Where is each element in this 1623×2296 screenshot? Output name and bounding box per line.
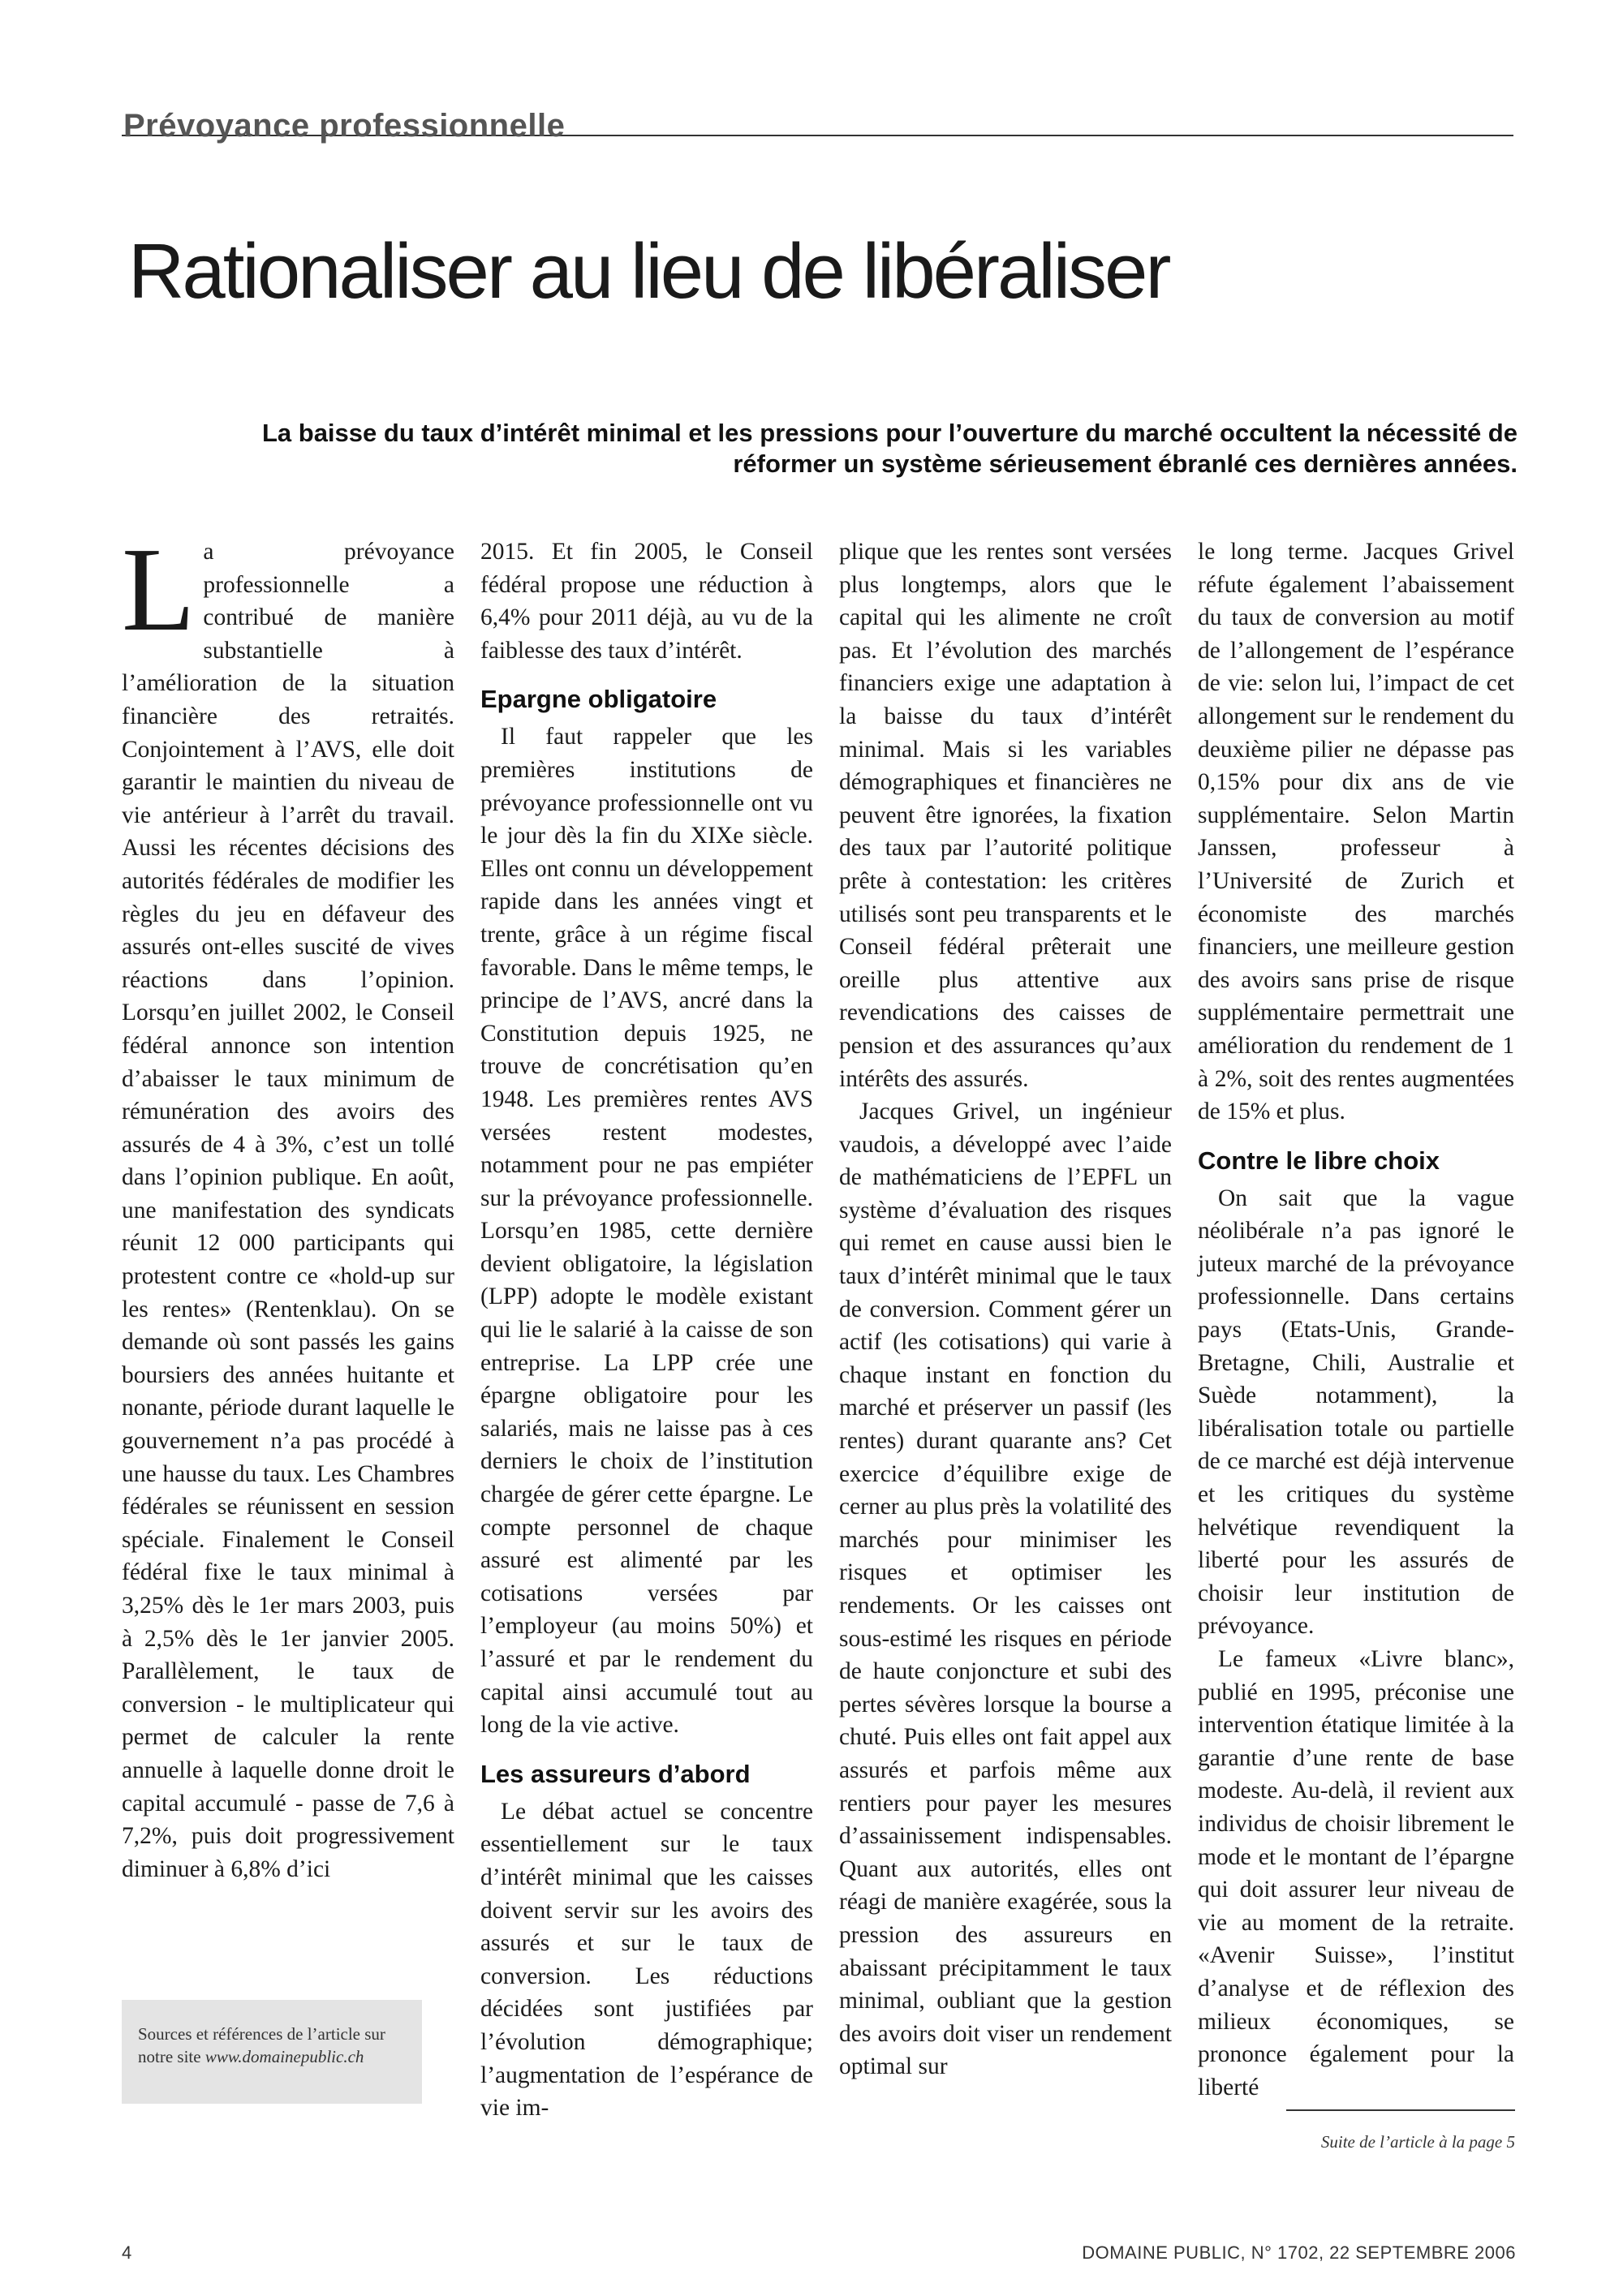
article-title: Rationaliser au lieu de libéraliser bbox=[128, 228, 1169, 315]
column-4 bbox=[1198, 535, 1514, 2104]
page-number: 4 bbox=[122, 2242, 132, 2263]
subheading-assureurs: Les assureurs d’abord bbox=[480, 1759, 751, 1788]
section-title: Prévoyance professionnelle bbox=[123, 108, 566, 144]
subheading-epargne: Epargne obligatoire bbox=[480, 685, 717, 714]
publication-footer: DOMAINE PUBLIC, N° 1702, 22 SEPTEMBRE 2006 bbox=[1082, 2242, 1516, 2263]
subheading-libre-choix: Contre le libre choix bbox=[1198, 1146, 1440, 1175]
sources-box bbox=[122, 2000, 422, 2104]
sources-link[interactable]: www.domainepublic.ch bbox=[204, 2047, 364, 2066]
continuation-rule bbox=[1286, 2109, 1515, 2111]
section-header bbox=[122, 99, 1513, 144]
column-1 bbox=[122, 523, 454, 1885]
dropcap: L bbox=[122, 523, 196, 656]
paragraph: plique que les rentes sont versées plus longtemps, alors que le capital qui les alimente ne croît pas. Et l’évolution des marchés financiers exige une adaptation à la baisse du taux d’intérêt minimal. Mais si les variables démographiques et financières ne peuvent être ignorées, la fixation des taux par l’autorité politique prête à contestation: les critères utilisés sont peu transparents et le Conseil fédéral prêterait une oreille plus attentive aux revendications des caisses de pension et des assurances qu’aux intérêts des assurés. bbox=[839, 539, 1172, 1092]
column-3 bbox=[839, 535, 1172, 2083]
paragraph: Il faut rappeler que les premières institutions de prévoyance professionnelle ont vu le jour dès la fin du XIXe siècle. Elles ont connu un développement rapide dans les années vingt et trente, grâce à un régime fiscal favorable. Dans le même temps, le principe de l’AVS, ancré dans la Constitution depuis 1925, ne trouve de concrétisation qu’en 1948. Les premières rentes AVS versées restent modestes, notamment pour ne pas empiéter sur la prévoyance professionnelle. Lorsqu’en 1985, cette dernière devient obligatoire, la législation (LPP) adopte le modèle existant qui lie le salarié à la caisse de son entreprise. La LPP crée une épargne obligatoire pour les salariés, mais ne laisse pas à ces derniers le choix de l’institution chargée de gérer cette épargne. Le compte personnel de chaque assuré est alimenté par les cotisations versées par l’employeur (au moins 50%) et l’assuré et par le rendement du capital ainsi accumulé tout au long de la vie active. bbox=[480, 724, 813, 1739]
paragraph: On sait que la vague néolibérale n’a pas ignoré le juteux marché de la prévoyance professionnelle. Dans certains pays (Etats-Unis, Grande-Bretagne, Chili, Australie et Suède notamment), la libéralisation totale ou partielle de ce marché est déjà intervenue et les critiques du système helvétique revendiquent la liberté pour les assurés de choisir leur institution de prévoyance. bbox=[1198, 1185, 1514, 1640]
article-lead: La baisse du taux d’intérêt minimal et les pressions pour l’ouverture du marché occultent la nécessité de réformer un système sérieusement ébranlé ces dernières années. bbox=[261, 419, 1518, 478]
paragraph: 2015. Et fin 2005, le Conseil fédéral propose une réduction à 6,4% pour 2011 déjà, au vu de la faiblesse des taux d’intérêt. bbox=[480, 539, 813, 664]
paragraph: Le fameux «Livre blanc», publié en 1995, préconise une intervention étatique limitée à la garantie d’une rente de base modeste. Au-delà, il revient aux individus de choisir librement le mode et le montant de l’épargne qui doit assurer leur niveau de vie au moment de la retraite. «Avenir Suisse», l’institut d’analyse et de réflexion des milieux économiques, se prononce également pour la liberté bbox=[1198, 1646, 1514, 2100]
paragraph: a prévoyance professionnelle a contribué de manière substantielle à l’amélioration de la situation financière des retraités. Conjointement à l’AVS, elle doit garantir le maintien du niveau de vie antérieur à l’arrêt du travail. Aussi les récentes décisions des autorités fédérales de modifier les règles du jeu en défaveur des assurés ont-elles suscité de vives réactions dans l’opinion. Lorsqu’en juillet 2002, le Conseil fédéral annonce son intention d’abaisser le taux minimum de rémunération des avoirs des assurés de 4 à 3%, c’est un tollé dans l’opinion publique. En août, une manifestation des syndicats réunit 12 000 participants qui protestent contre ce «hold-up sur les rentes» (Rentenklau). On se demande où sont passés les gains boursiers des années huitante et nonante, période durant laquelle le gouvernement n’a pas procédé à une hausse du taux. Les Chambres fédérales se réunissent en session spéciale. Finalement le Conseil fédéral fixe le taux minimal à 3,25% dès le 1er mars 2003, puis à 2,5% dès le 1er janvier 2005. Parallèlement, le taux de conversion - le multiplicateur qui permet de calculer la rente annuelle à laquelle donne droit le capital accumulé - passe de 7,6 à 7,2%, puis doit progressivement diminuer à 6,8% d’ici bbox=[122, 539, 454, 1882]
paragraph: le long terme. Jacques Grivel réfute également l’abaissement du taux de conversion au motif de l’allongement de l’espérance de vie: selon lui, l’impact de cet allongement sur le rendement du deuxième pilier ne dépasse pas 0,15% pour dix ans de vie supplémentaire. Selon Martin Janssen, professeur à l’Université de Zurich et économiste des marchés financiers, une meilleure gestion des avoirs sans prise de risque supplémentaire permettrait une amélioration du rendement de 1 à 2%, soit des rentes augmentées de 15% et plus. bbox=[1198, 539, 1514, 1125]
sources-text: Sources et références de l’article sur notre site bbox=[138, 2024, 385, 2066]
paragraph: Jacques Grivel, un ingénieur vaudois, a développé avec l’aide de mathématiciens de l’EPFL un système d’évaluation des risques qui remet en cause aussi bien le taux d’intérêt minimal que le taux de conversion. Comment gérer un actif (les cotisations) qui varie à chaque instant en fonction du marché et préserver un passif (les rentes) durant quarante ans? Cet exercice d’équilibre exige de cerner au plus près la volatilité des marchés pour minimiser les risques et optimiser les rendements. Or les caisses ont sous-estimé les risques en période de haute conjoncture et subi des pertes sévères lorsque la bourse a chuté. Puis elles ont fait appel aux assurés et parfois même aux rentiers pour payer les mesures d’assainissement indispensables. Quant aux autorités, elles ont réagi de manière exagérée, sous la pression des assureurs en abaissant précipitamment le taux minimal, oubliant que la gestion des avoirs doit viser un rendement optimal sur bbox=[839, 1099, 1172, 2080]
paragraph: Le débat actuel se concentre essentiellement sur le taux d’intérêt minimal que les caisses doivent servir sur les avoirs des assurés et sur le taux de conversion. Les réductions décidées sont justifiées par l’évolution démographique; l’augmentation de l’espérance de vie im- bbox=[480, 1798, 813, 2122]
continuation-note: Suite de l’article à la page 5 bbox=[1320, 2132, 1515, 2152]
column-2 bbox=[480, 535, 813, 2125]
